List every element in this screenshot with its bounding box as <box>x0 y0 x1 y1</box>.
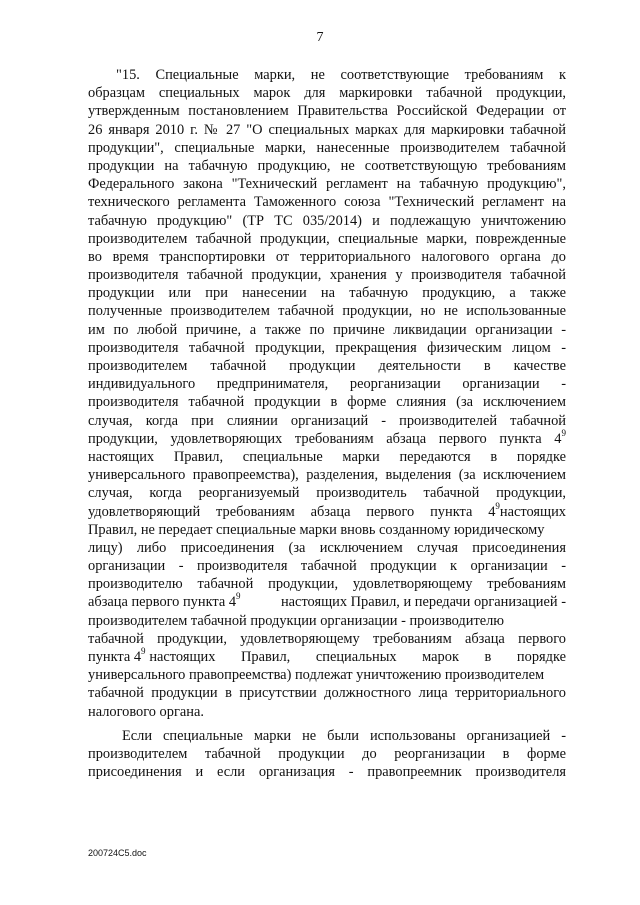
text-line: случая, когда при слиянии организаций - производителей табачной <box>88 412 566 429</box>
text-line: продукции на табачную продукцию, не соответствующую требованиям <box>88 157 566 174</box>
text-segment: пункта 4 <box>88 649 142 665</box>
text-line: налогового органа. <box>88 703 204 720</box>
text-line: производителю табачной продукции, удовлетворяющему требованиям <box>88 576 566 593</box>
text-line: продукции или при нанесении на табачную продукцию, а также <box>88 285 566 302</box>
text-line: им по любой причине, а также по причине ликвидации организации - <box>88 321 566 338</box>
text-segment: продукции, удовлетворяющих требованиям абзаца первого пункта 4 <box>88 430 562 447</box>
text-line: Правил, не передает специальные марки вновь созданному юридическому <box>88 521 545 538</box>
text-line: "15. Специальные марки, не соответствующие требованиям к <box>116 67 566 83</box>
text-segment: настоящих <box>499 503 566 520</box>
text-line: табачную продукцию" (ТР ТС 035/2014) и подлежащую уничтожению <box>88 212 566 229</box>
text-line: универсального правопреемства) подлежат уничтожению производителем <box>88 667 545 684</box>
superscript: 9 <box>141 646 146 656</box>
text-line: производителем табачной продукции, специальные марки, поврежденные <box>88 230 566 247</box>
text-segment: настоящих Правил, специальных марок в порядке <box>149 649 566 665</box>
text-line: организации - производителя табачной продукции к организации - <box>88 558 566 575</box>
text-line: табачной продукции в присутствии должностного лица территориального <box>88 685 566 702</box>
text-line: производителем табачной продукции организации - производителю <box>88 612 505 629</box>
text-line: продукции", специальные марки, нанесенные производителем табачной <box>88 139 566 156</box>
text-line: Если специальные марки не были использованы организацией - <box>122 727 566 744</box>
document-body <box>88 66 566 781</box>
text-segment: настоящих Правил, и передачи организацией - <box>280 594 566 611</box>
text-line-with-sup <box>88 648 566 666</box>
text-line: настоящих Правил, специальные марки передаются в порядке <box>88 448 566 465</box>
text-line: производителя табачной продукции, прекращения физическим лицом - <box>88 339 566 356</box>
superscript: 9 <box>495 500 500 511</box>
text-line: производителя табачной продукции в форме слияния (за исключением <box>88 394 566 411</box>
text-line: утвержденным постановлением Правительства Российской Федерации от <box>88 103 566 120</box>
text-segment: удовлетворяющий требованиям абзаца первого пункта 4 <box>88 503 496 520</box>
text-line: во время транспортировки от территориального налогового органа до <box>88 248 566 265</box>
superscript: 9 <box>236 591 241 602</box>
text-line: присоединения и если организация - правопреемник производителя <box>88 764 566 781</box>
text-line-with-sup <box>88 500 566 521</box>
text-line-with-sup <box>88 593 566 611</box>
text-line: технического регламента Таможенного союза "Технический регламент на <box>88 194 566 211</box>
page-number: 7 <box>316 30 324 45</box>
text-line: лицу) либо присоединения (за исключением случая присоединения <box>88 539 566 556</box>
text-line: образцам специальных марок для маркировки табачной продукции, <box>88 85 566 102</box>
text-line: Федерального закона "Технический регламент на табачную продукцию", <box>88 176 566 193</box>
text-line: производителя табачной продукции, хранения у производителя табачной <box>88 267 566 284</box>
text-line: универсального правопреемства), разделения, выделения (за исключением <box>88 467 566 484</box>
text-line-with-sup <box>88 427 566 448</box>
file-name-footer: 200724С5.doc <box>88 848 147 858</box>
text-line: производителем табачной продукции до реорганизации в форме <box>88 745 566 762</box>
superscript: 9 <box>561 427 566 438</box>
text-line: случая, когда реорганизуемый производитель табачной продукции, <box>88 485 566 502</box>
paragraph-2 <box>88 727 566 782</box>
text-line: индивидуального предпринимателя, реорганизации организации - <box>88 376 566 393</box>
text-line: 26 января 2010 г. № 27 "О специальных марках для маркировки табачной <box>88 121 566 138</box>
text-line: производителем табачной продукции деятельности в качестве <box>88 358 566 374</box>
text-line: табачной продукции, удовлетворяющему требованиям абзаца первого <box>88 630 566 647</box>
text-line: полученные производителем табачной продукции, но не использованные <box>88 303 566 320</box>
text-segment: абзаца первого пункта 4 <box>88 594 237 611</box>
